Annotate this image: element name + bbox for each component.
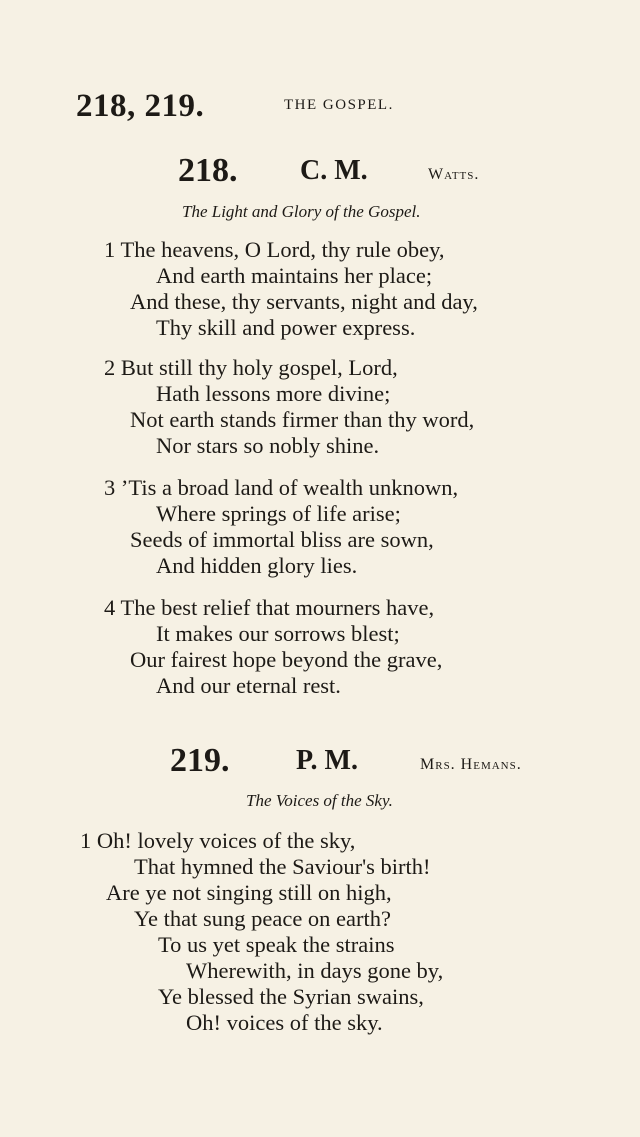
verse-line: It makes our sorrows blest;: [156, 621, 400, 646]
verse-number: 4: [104, 595, 116, 620]
hymn-number: 218.: [178, 152, 238, 189]
verse-line: [104, 355, 398, 381]
verse-line: Thy skill and power express.: [156, 315, 416, 340]
verse-line: [104, 237, 445, 263]
verse-line: Nor stars so nobly shine.: [156, 433, 380, 458]
verse-line: Wherewith, in days gone by,: [186, 958, 444, 983]
hymn-meter: P. M.: [296, 745, 358, 776]
verse-line: [80, 828, 355, 854]
hymn-author: Watts.: [428, 166, 480, 183]
verse-line-text: But still thy holy gospel, Lord,: [120, 355, 398, 380]
verse-number: 1: [104, 237, 116, 262]
verse-line: [104, 595, 434, 621]
verse-number: 2: [104, 355, 116, 380]
verse-number: 1: [80, 828, 92, 853]
running-head-hymn-numbers: 218, 219.: [76, 88, 205, 124]
verse-line-text: The best relief that mourners have,: [120, 595, 435, 620]
verse-line: Ye that sung peace on earth?: [134, 906, 392, 931]
hymn-author: Mrs. Hemans.: [420, 756, 522, 773]
verse-line: And these, thy servants, night and day,: [130, 289, 478, 314]
verse-line: [104, 475, 458, 501]
hymn-subtitle: The Light and Glory of the Gospel.: [182, 202, 421, 221]
verse-line-text: ’Tis a broad land of wealth unknown,: [120, 475, 459, 500]
verse-line: Seeds of immortal bliss are sown,: [130, 527, 434, 552]
verse-line: Not earth stands firmer than thy word,: [130, 407, 475, 432]
verse-line: That hymned the Saviour's birth!: [134, 854, 431, 879]
verse-line: Our fairest hope beyond the grave,: [130, 647, 443, 672]
hymn-subtitle: The Voices of the Sky.: [246, 791, 393, 810]
verse-line: Where springs of life arise;: [156, 501, 401, 526]
verse-line-text: Oh! lovely voices of the sky,: [96, 828, 356, 853]
verse-number: 3: [104, 475, 116, 500]
verse-line: Are ye not singing still on high,: [106, 880, 392, 905]
hymn-number: 219.: [170, 742, 230, 779]
verse-line-text: The heavens, O Lord, thy rule obey,: [120, 237, 445, 262]
hymn-meter: C. M.: [300, 155, 368, 186]
verse-line: Ye blessed the Syrian swains,: [158, 984, 424, 1009]
verse-line: And our eternal rest.: [156, 673, 341, 698]
verse-line: Hath lessons more divine;: [156, 381, 391, 406]
verse-line: And hidden glory lies.: [156, 553, 358, 578]
verse-line: And earth maintains her place;: [156, 263, 433, 288]
running-head-section-title: THE GOSPEL.: [284, 97, 394, 113]
verse-line: Oh! voices of the sky.: [186, 1010, 383, 1035]
verse-line: To us yet speak the strains: [158, 932, 395, 957]
